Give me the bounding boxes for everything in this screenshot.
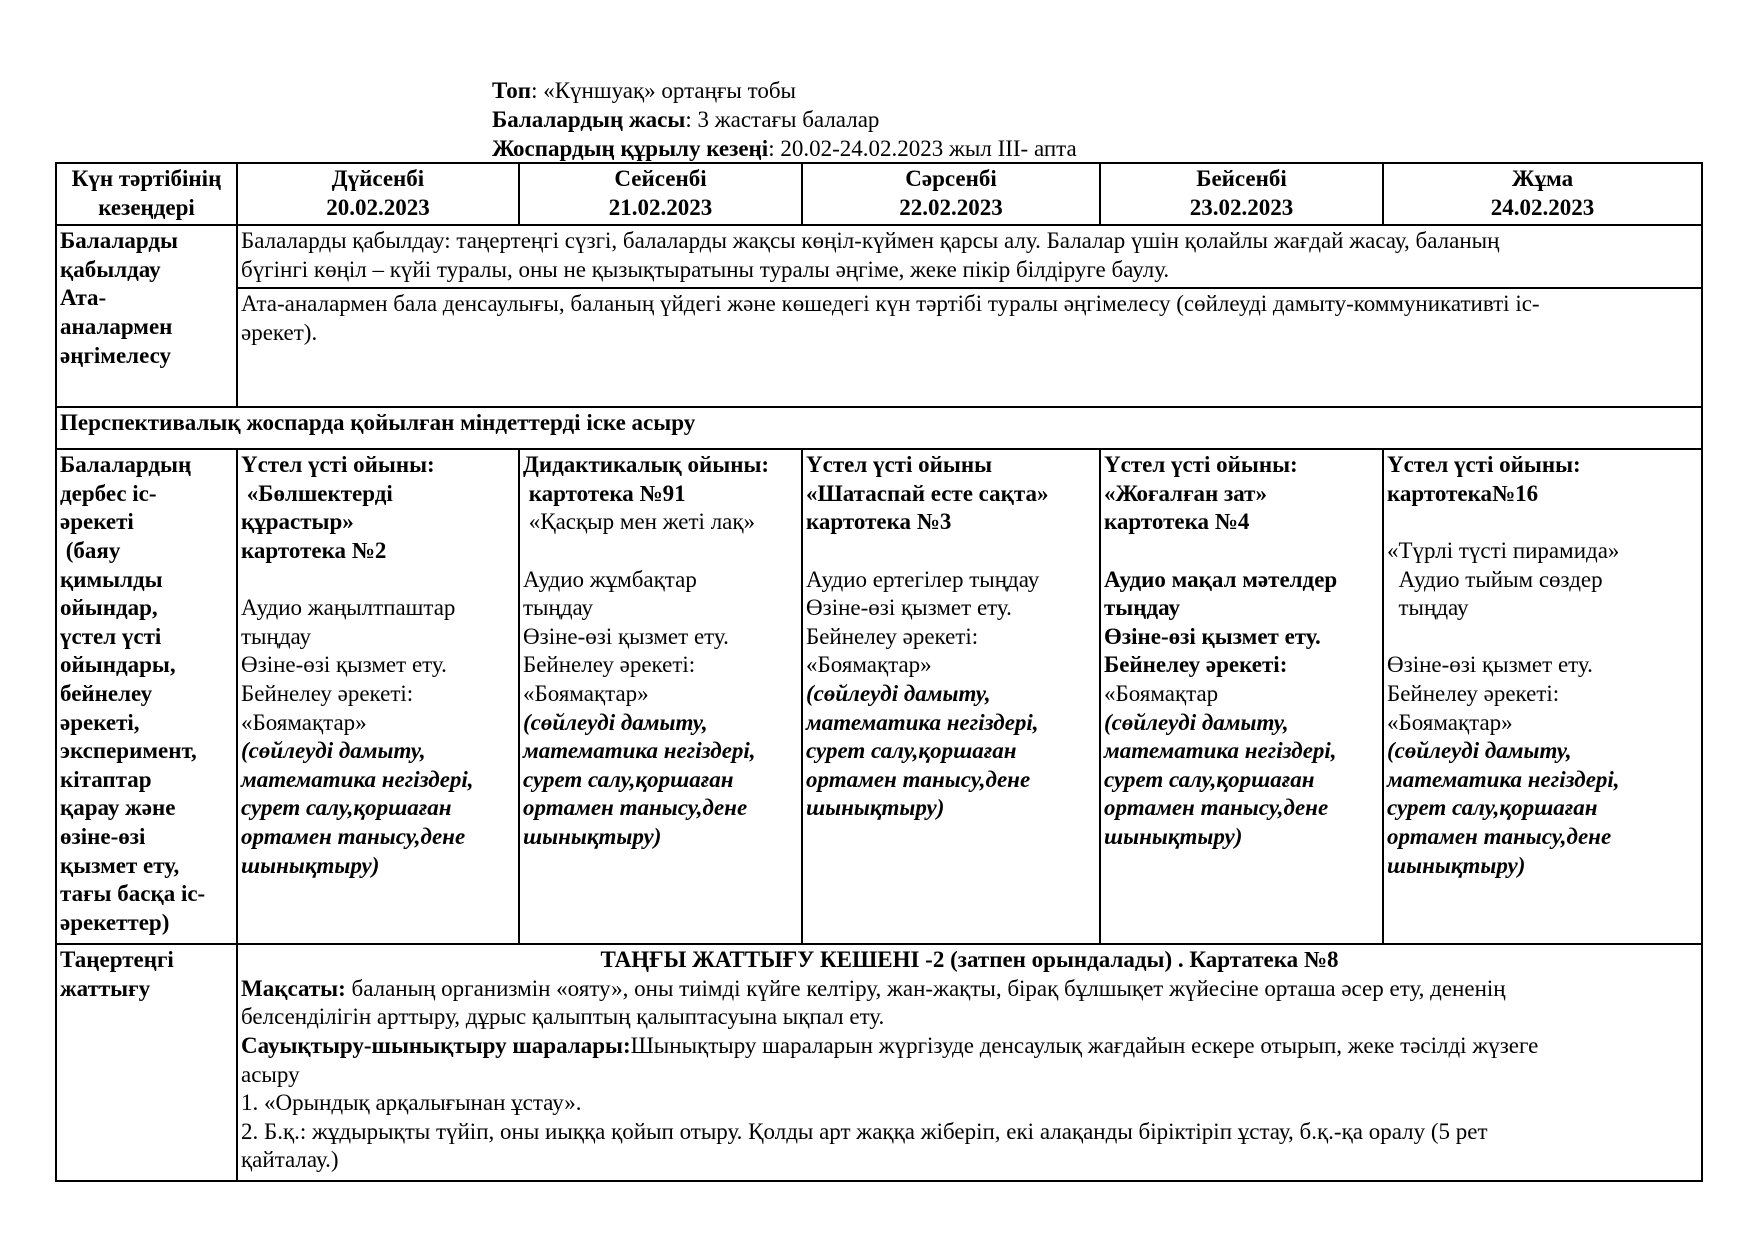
label-line: үстел үсті [60, 623, 162, 649]
activity-line: «Боямақтар» [1387, 709, 1513, 735]
activity-line: (сөйлеуді дамыту, [1104, 709, 1289, 735]
label-line: жаттығу [60, 975, 151, 1001]
day-name: Сәрсенбі [905, 166, 997, 191]
day-date: 23.02.2023 [1189, 194, 1294, 220]
age-line [492, 105, 1077, 134]
group-value: : «Күншуақ» ортаңғы тобы [531, 78, 796, 103]
period-value: : 20.02-24.02.2023 жыл ІІІ- апта [768, 136, 1077, 161]
weekly-plan-table [55, 162, 1703, 1182]
activity-line: тыңдау [241, 623, 312, 649]
text-line: Балаларды қабылдау: таңертеңгі сүзгі, балаларды жақсы көңіл-күймен қарсы алу. Балалар үшін қолайлы жағдай жасау, баланың [241, 228, 1500, 254]
activity-line: (сөйлеуді дамыту, [241, 738, 426, 764]
text-line: Ата-аналармен бала денсаулығы, баланың үйдегі және көшедегі күн тәртібі туралы әңгімелесу (сөйлеуді дамыту-коммуникативті іс- [241, 291, 1540, 317]
blank-line [1387, 508, 1698, 537]
label-line: қызмет ету, [60, 852, 180, 878]
blank-line [1104, 537, 1379, 566]
activity-line: Аудио жұмбақтар [523, 566, 697, 592]
table-header-row [56, 163, 1702, 225]
goal-line [241, 975, 1698, 1004]
day-header-monday [237, 163, 519, 225]
activity-line: «Боямақтар» [806, 652, 932, 678]
activity-line: математика негіздері, [1104, 738, 1337, 764]
day-name: Жұма [1511, 166, 1574, 191]
label-line: аналармен [60, 313, 173, 339]
period-line [492, 134, 1077, 163]
activity-line: математика негіздері, [523, 738, 756, 764]
activity-line: Аудио жаңылтпаштар [241, 595, 456, 621]
activity-line: сурет салу,қоршаған [806, 738, 1017, 764]
activity-line: Аудио мақал мәтелдер [1104, 566, 1338, 592]
activity-line: Өзіне-өзі қызмет ету. [241, 652, 447, 678]
activity-line: Дидактикалық ойыны: [523, 452, 770, 478]
activity-line: Бейнелеу әрекеті: [806, 623, 979, 649]
activity-line: картотека№16 [1387, 480, 1539, 506]
label-line: қабылдау [60, 256, 161, 282]
activity-line: математика негіздері, [1387, 766, 1620, 792]
label-line: ойындар, [60, 595, 158, 621]
day-name: Бейсенбі [1196, 166, 1287, 191]
document-header [492, 76, 1077, 163]
label-line: қимылды [60, 566, 163, 592]
activity-cell-wednesday [802, 449, 1100, 944]
activity-line: (сөйлеуді дамыту, [1387, 738, 1572, 764]
activity-line: сурет салу,қоршаған [241, 795, 452, 821]
day-name: Дүйсенбі [331, 166, 425, 191]
perspective-row [56, 407, 1702, 449]
activity-line: Үстел үсті ойыны: [1104, 452, 1298, 478]
day-header-tuesday [519, 163, 802, 225]
label-line: Балаларды [60, 228, 178, 254]
day-date: 21.02.2023 [608, 194, 713, 220]
activity-line: ортамен танысу,дене [523, 795, 748, 821]
goal-label: Мақсаты: [241, 975, 346, 1001]
step-2: 2. Б.қ.: жұдырықты түйіп, оны иыққа қойып отыру. Қолды арт жаққа жіберіп, екі алақанды біріктіріп ұстау, б.қ.-қа оралу (5 рет [241, 1118, 1488, 1144]
label-line: бейнелеу [60, 680, 153, 706]
health-line [241, 1032, 1698, 1061]
activity-line: ортамен танысу,дене [806, 766, 1031, 792]
perspective-cell: Перспективалық жоспарда қойылған міндеттерді іске асыру [56, 407, 1702, 449]
exercise-title-line [241, 946, 1698, 975]
activity-line: картотека №2 [241, 537, 387, 563]
label-line: өзіне-өзі [60, 823, 146, 849]
schedule-stage-header [56, 163, 237, 225]
period-label: Жоспардың құрылу кезеңі [492, 136, 769, 161]
activity-line: Үстел үсті ойыны: [241, 452, 435, 478]
goal-text: баланың организмін «ояту», оны тиімді күйге келтіру, жан-жақты, бірақ бұлшықет жүйесіне орташа әсер ету, дененің [345, 975, 1506, 1001]
activity-line: Өзіне-өзі қызмет ету. [1387, 652, 1593, 678]
activity-line: Аудио тыйым сөздер [1387, 566, 1603, 592]
label-line: әрекеті, [60, 709, 140, 735]
label-line: әңгімелесу [60, 342, 171, 368]
activity-line: ортамен танысу,дене [1104, 795, 1329, 821]
activity-label-cell [56, 449, 237, 944]
age-value: : 3 жастағы балалар [685, 107, 880, 132]
activity-line: тыңдау [523, 595, 594, 621]
activity-cell-friday [1383, 449, 1702, 944]
step-2-continued: қайталау.) [241, 1147, 339, 1173]
exercise-title: ТАҢҒЫ ЖАТТЫҒУ КЕШЕНІ -2 (затпен орындалады) [600, 947, 1173, 973]
label-line: дербес іс- [60, 480, 157, 506]
step-1: 1. «Орындық арқалығынан ұстау». [241, 1090, 582, 1116]
activity-line: «Бөлшектерді [241, 480, 393, 506]
health-line-2: асыру [241, 1061, 300, 1087]
label-line: әрекеті [60, 509, 134, 535]
activity-line: Өзіне-өзі қызмет ету. [1104, 623, 1321, 649]
parents-row [56, 288, 1702, 407]
blank-line [523, 537, 798, 566]
parents-text-cell [237, 288, 1702, 407]
day-header-friday [1383, 163, 1702, 225]
activity-line: шынықтыру) [241, 852, 380, 878]
reception-text-cell [237, 225, 1702, 288]
activity-line: «Боямақтар» [241, 709, 367, 735]
activity-line: шынықтыру) [1104, 823, 1243, 849]
label-line: эксперимент, [60, 738, 197, 764]
activity-line: Өзіне-өзі қызмет ету. [523, 623, 729, 649]
activity-line: математика негіздері, [806, 709, 1039, 735]
activity-line: «Боямақтар» [523, 680, 649, 706]
goal-line-2: белсенділігін арттыру, дұрыс қалыптың қалыптасуына ықпал ету. [241, 1004, 885, 1030]
activity-cell-monday [237, 449, 519, 944]
activity-line: шынықтыру) [806, 795, 945, 821]
activity-line: Бейнелеу әрекеті: [523, 652, 696, 678]
activity-line: (сөйлеуді дамыту, [806, 680, 991, 706]
activity-line: «Түрлі түсті пирамида» [1387, 537, 1620, 563]
blank-line [1387, 623, 1698, 652]
label-line: ойындары, [60, 652, 176, 678]
day-date: 20.02.2023 [326, 194, 430, 220]
group-line [492, 76, 1077, 105]
activity-line: «Шатаспай есте сақта» [806, 480, 1049, 506]
activity-line: картотека №91 [523, 480, 686, 506]
activity-line: Үстел үсті ойыны: [1387, 452, 1581, 478]
day-header-wednesday [802, 163, 1100, 225]
activity-line: математика негіздері, [241, 766, 474, 792]
activity-cell-tuesday [519, 449, 802, 944]
exercise-label-cell [56, 944, 237, 1181]
activity-line: шынықтыру) [1387, 852, 1526, 878]
activity-line: Үстел үсті ойыны [806, 452, 993, 478]
exercise-content-cell [237, 944, 1702, 1181]
activity-line: Бейнелеу әрекеті: [1104, 652, 1288, 678]
activity-line: құрастыр» [241, 509, 354, 535]
activity-line: «Жоғалған зат» [1104, 480, 1267, 506]
day-date: 24.02.2023 [1490, 194, 1595, 220]
activity-cell-thursday [1100, 449, 1383, 944]
label-line: Балалардың [60, 452, 192, 478]
text-line: әрекет). [241, 319, 318, 345]
activity-line: картотека №3 [806, 509, 952, 535]
reception-label-cell [56, 225, 237, 407]
activity-line: ортамен танысу,дене [241, 823, 466, 849]
header-line: кезеңдері [98, 194, 195, 220]
activity-line: тыңдау [1104, 595, 1180, 621]
activity-line: тыңдау [1387, 595, 1469, 621]
blank-line [241, 566, 515, 595]
activity-line: Өзіне-өзі қызмет ету. [806, 595, 1012, 621]
label-line: кітаптар [60, 766, 152, 792]
activity-line: шынықтыру) [523, 823, 662, 849]
day-header-thursday [1100, 163, 1383, 225]
activity-line: сурет салу,қоршаған [523, 766, 734, 792]
activity-line: (сөйлеуді дамыту, [523, 709, 708, 735]
exercise-row [56, 944, 1702, 1181]
activity-line: Бейнелеу әрекеті: [241, 680, 414, 706]
activities-row [56, 449, 1702, 944]
group-label: Топ [492, 78, 532, 103]
age-label: Балалардың жасы [492, 107, 686, 132]
blank-line [806, 537, 1096, 566]
label-line: тағы басқа іс- [60, 881, 206, 907]
health-label: Сауықтыру-шынықтыру шаралары: [241, 1032, 631, 1058]
label-line: (баяу [60, 537, 121, 563]
activity-line: ортамен танысу,дене [1387, 823, 1612, 849]
day-date: 22.02.2023 [899, 194, 1003, 220]
activity-line: «Қасқыр мен жеті лақ» [523, 509, 756, 535]
label-line: қарау және [60, 795, 176, 821]
activity-line: Аудио ертегілер тыңдау [806, 566, 1040, 592]
label-line: әрекеттер) [60, 909, 170, 935]
activity-line: Бейнелеу әрекеті: [1387, 680, 1560, 706]
label-line: Ата- [60, 285, 107, 311]
activity-line: сурет салу,қоршаған [1387, 795, 1598, 821]
text-line: бүгінгі көңіл – күйі туралы, оны не қызықтыратыны туралы әңгіме, жеке пікір білдіруге баулу. [241, 256, 1170, 282]
activity-line: сурет салу,қоршаған [1104, 766, 1315, 792]
header-line: Күн тәртібінің [71, 166, 222, 191]
exercise-card: . Картатека №8 [1172, 947, 1339, 973]
activity-line: «Боямақтар [1104, 680, 1219, 706]
label-line: Таңертеңгі [60, 947, 174, 973]
health-text: Шынықтыру шараларын жүргізуде денсаулық жағдайын ескере отырып, жеке тәсілді жүзеге [630, 1032, 1539, 1058]
day-name: Сейсенбі [614, 166, 707, 191]
reception-row [56, 225, 1702, 288]
activity-line: картотека №4 [1104, 509, 1250, 535]
